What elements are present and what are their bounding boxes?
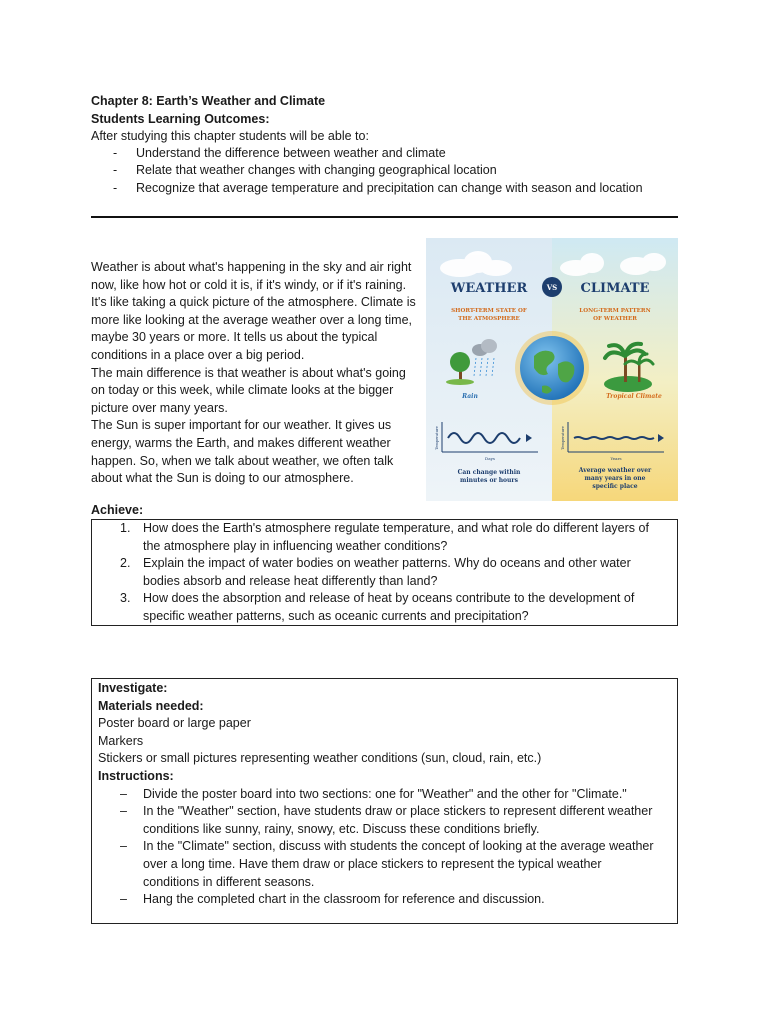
instruction-item bbox=[98, 838, 671, 891]
question-text: the atmosphere play in influencing weather conditions? bbox=[143, 538, 448, 553]
outcome-text: Relate that weather changes with changing geographical location bbox=[136, 163, 497, 177]
outcome-item bbox=[91, 146, 691, 164]
chapter-title: Chapter 8: Earth’s Weather and Climate bbox=[91, 94, 326, 108]
climate-caption: many years in one bbox=[584, 475, 646, 482]
climate-subtitle: LONG-TERM PATTERN bbox=[579, 308, 651, 314]
question-text: specific weather patterns, such as oceanic currents and precipitation? bbox=[143, 608, 529, 623]
infographic-svg bbox=[426, 238, 678, 501]
instruction-text: conditions in different seasons. bbox=[143, 874, 315, 889]
rain-label: Rain bbox=[462, 393, 478, 400]
dash-marker: – bbox=[120, 786, 127, 801]
question-text: How does the absorption and release of heat by oceans contribute to the development of bbox=[143, 591, 635, 606]
question-text: bodies absorb and release heat differently than land? bbox=[143, 573, 438, 588]
instruction-text: In the "Climate" section, discuss with students the concept of looking at the average weather bbox=[143, 839, 654, 854]
question-number: 3. bbox=[120, 591, 131, 606]
section-divider bbox=[91, 216, 678, 218]
question-text: Explain the impact of water bodies on weather patterns. Why do oceans and other water bbox=[143, 556, 631, 571]
weather-subtitle: THE ATMOSPHERE bbox=[458, 316, 520, 322]
instruction-text: conditions like sunny, rainy, snowy, etc. Discuss these conditions briefly. bbox=[143, 821, 540, 836]
dash-marker: – bbox=[120, 892, 127, 907]
tropical-climate-label: Tropical Climate bbox=[606, 393, 662, 400]
bullet-marker: - bbox=[113, 145, 118, 160]
achieve-title: Achieve: bbox=[91, 503, 144, 517]
question-text: How does the Earth's atmosphere regulate temperature, and what role do different layers of bbox=[143, 521, 649, 535]
achieve-box bbox=[91, 519, 678, 626]
weather-caption: Can change within bbox=[457, 469, 521, 476]
instruction-item bbox=[98, 786, 671, 804]
chapter-header bbox=[91, 93, 691, 198]
instruction-item bbox=[98, 803, 671, 838]
climate-axis-y: Temperature bbox=[561, 426, 565, 450]
earth-globe-icon bbox=[515, 331, 589, 405]
weather-title: WEATHER bbox=[450, 281, 528, 296]
instruction-text: In the "Weather" section, have students draw or place stickers to represent different weather bbox=[143, 804, 653, 819]
weather-axis-y: Temperature bbox=[435, 426, 439, 450]
outcomes-title: Students Learning Outcomes: bbox=[91, 111, 270, 126]
instruction-item bbox=[98, 891, 671, 909]
dash-marker: – bbox=[120, 839, 127, 854]
instruction-text: over a long time. Have them draw or place stickers to represent the typical weather bbox=[143, 856, 602, 871]
question-item bbox=[92, 590, 677, 625]
materials-title: Materials needed: bbox=[98, 698, 204, 713]
question-item bbox=[92, 555, 677, 590]
question-item bbox=[92, 520, 677, 555]
question-number: 1. bbox=[120, 521, 131, 535]
bullet-marker: - bbox=[113, 180, 118, 195]
outcome-text: Recognize that average temperature and precipitation can change with season and location bbox=[136, 180, 643, 195]
investigate-box bbox=[91, 678, 678, 924]
bullet-marker: - bbox=[113, 163, 118, 177]
outcome-text: Understand the difference between weather and climate bbox=[136, 145, 446, 160]
climate-axis-x: Years bbox=[610, 456, 622, 461]
intro-text bbox=[91, 259, 421, 488]
outcomes-intro: After studying this chapter students will be able to: bbox=[91, 129, 369, 143]
instruction-text: Divide the poster board into two sections: one for "Weather" and the other for "Climate." bbox=[143, 786, 627, 801]
instructions-title: Instructions: bbox=[98, 768, 174, 783]
outcome-item bbox=[91, 181, 691, 199]
vs-label: VS bbox=[546, 283, 558, 292]
intro-paragraph: The main difference is that weather is about what's going on today or this week, while climate looks at the bigger picture over many years. bbox=[91, 365, 406, 415]
weather-subtitle: SHORT-TERM STATE OF bbox=[451, 308, 527, 314]
outcome-item bbox=[91, 163, 691, 181]
climate-caption: specific place bbox=[592, 483, 638, 490]
dash-marker: – bbox=[120, 804, 127, 819]
instruction-text: Hang the completed chart in the classroom for reference and discussion. bbox=[143, 892, 545, 907]
climate-subtitle: OF WEATHER bbox=[593, 316, 637, 322]
material-item: Stickers or small pictures representing weather conditions (sun, cloud, rain, etc.) bbox=[98, 751, 542, 766]
climate-caption: Average weather over bbox=[578, 467, 652, 474]
material-item: Markers bbox=[98, 733, 144, 748]
material-item: Poster board or large paper bbox=[98, 716, 251, 731]
weather-caption: minutes or hours bbox=[460, 477, 518, 484]
intro-paragraph: Weather is about what's happening in the sky and air right now, like how hot or cold it is, if it's windy, or if it's raining. It's like taking a quick picture of the atmosphere. Climate is more like looking at the average weather over a long time, maybe 30 years or more. It tells us about the typical conditions in a place over a big period. bbox=[91, 260, 416, 362]
weather-vs-climate-infographic bbox=[426, 238, 678, 501]
climate-title: CLIMATE bbox=[580, 281, 650, 296]
question-number: 2. bbox=[120, 556, 131, 571]
investigate-title: Investigate: bbox=[98, 681, 168, 695]
intro-paragraph: The Sun is super important for our weather. It gives us energy, warms the Earth, and makes different weather happen. So, when we talk about weather, we often talk about what the Sun is doing to our atmosphere. bbox=[91, 418, 394, 486]
weather-axis-x: Days bbox=[485, 456, 495, 461]
